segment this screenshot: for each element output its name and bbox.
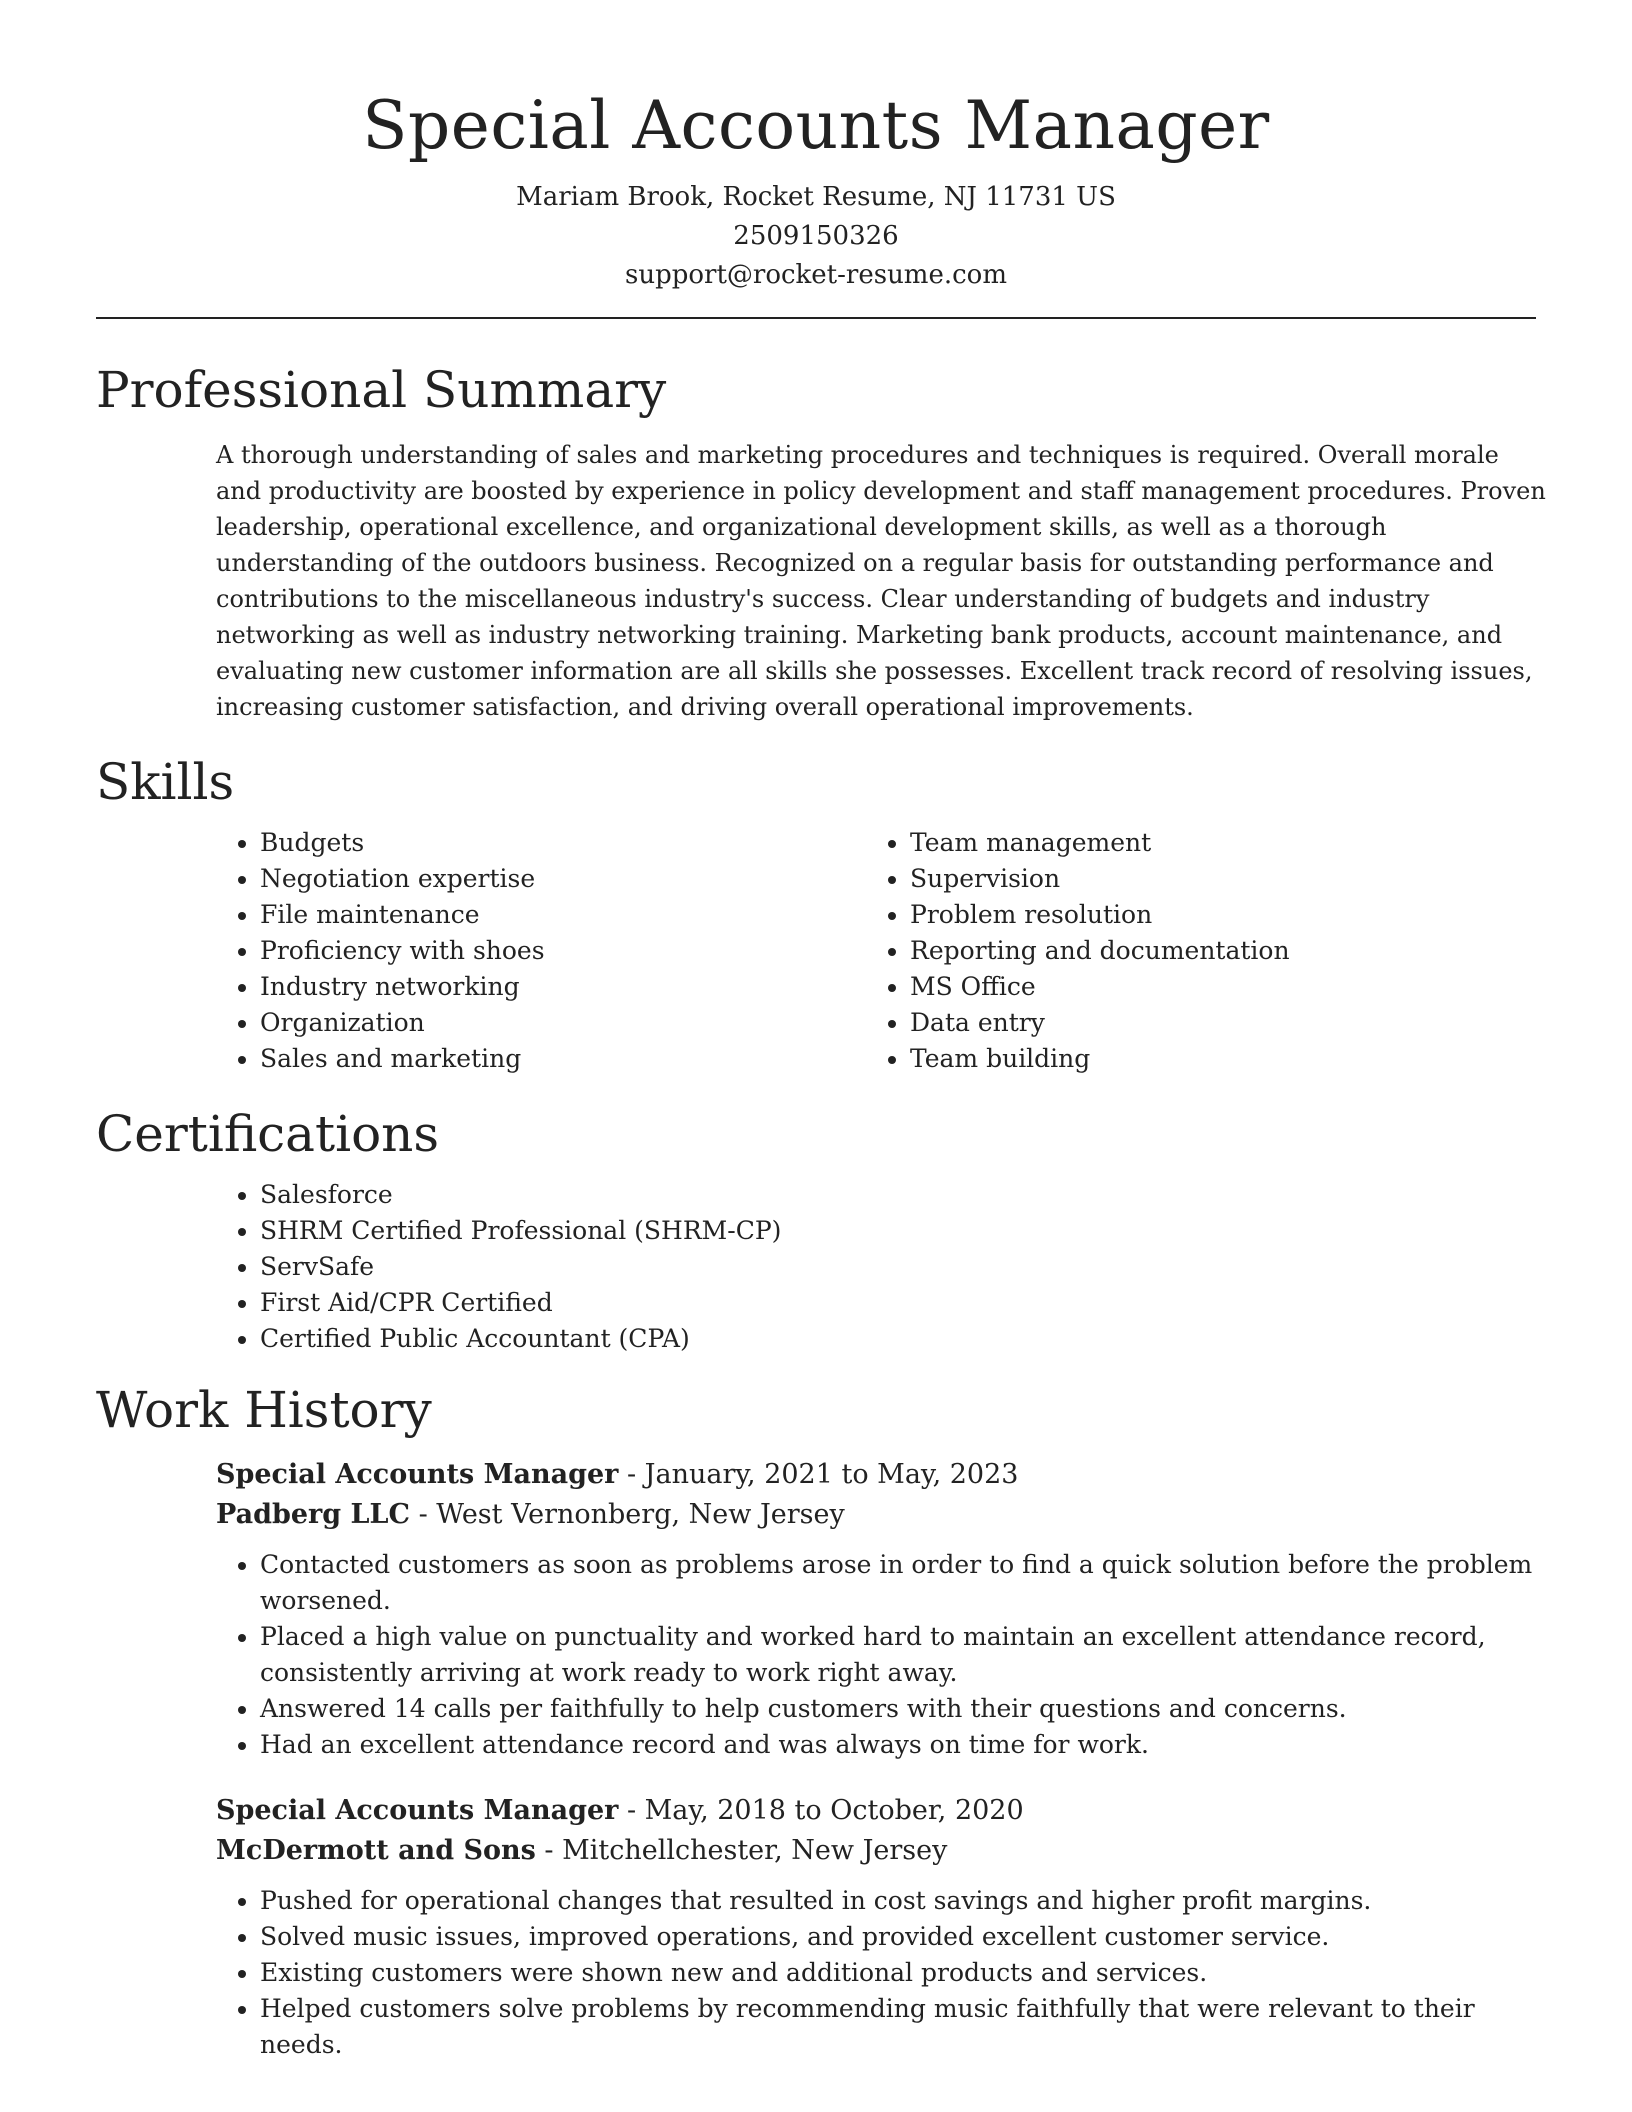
skill-item: • File maintenance (260, 897, 866, 933)
skills-column-left (216, 825, 866, 1077)
job-role-line (216, 1455, 1536, 1495)
skill-item: • Industry networking (260, 969, 866, 1005)
job-company: Padberg LLC (216, 1499, 410, 1530)
certifications-list-wrap (216, 1177, 1536, 1357)
summary-heading: Professional Summary (96, 361, 667, 419)
skill-item: • Data entry (910, 1005, 1516, 1041)
skill-item: • Organization (260, 1005, 866, 1041)
job-entry (216, 1455, 1536, 1763)
resume-header (96, 0, 1536, 295)
job-company-line (216, 1831, 1536, 1871)
skill-item: • Negotiation expertise (260, 861, 866, 897)
job-bullet: • Existing customers were shown new and additional products and services. (260, 1955, 1546, 1991)
skill-item: • Team management (910, 825, 1516, 861)
job-bullet: • Answered 14 calls per faithfully to help customers with their questions and concerns. (260, 1691, 1546, 1727)
certification-item: • SHRM Certified Professional (SHRM-CP) (260, 1213, 1536, 1249)
contact-email: support@rocket-resume.com (624, 260, 1007, 290)
job-company: McDermott and Sons (216, 1835, 536, 1866)
skills-list-left (216, 825, 866, 1077)
skills-grid (216, 825, 1536, 1077)
job-bullet: • Contacted customers as soon as problems arose in order to find a quick solution before the problem worsened. (260, 1547, 1546, 1619)
certifications-heading: Certifications (96, 1105, 440, 1163)
job-company-line (216, 1495, 1536, 1535)
job-dates: - January, 2021 to May, 2023 (618, 1459, 1019, 1490)
job-bullet: • Solved music issues, improved operations, and provided excellent customer service. (260, 1919, 1546, 1955)
skills-column-right (866, 825, 1516, 1077)
job-bullets-wrap (216, 1547, 1546, 1763)
resume-name: Special Accounts Manager (362, 87, 1270, 164)
job-location: - Mitchellchester, New Jersey (535, 1835, 948, 1866)
job-bullets-wrap (216, 1883, 1546, 2063)
job-role-line (216, 1791, 1536, 1831)
job-role: Special Accounts Manager (216, 1459, 619, 1490)
job-bullets (216, 1547, 1546, 1763)
job-bullet: • Helped customers solve problems by recommending music faithfully that were relevant to their needs. (260, 1991, 1546, 2063)
work-history-heading: Work History (96, 1381, 432, 1439)
skill-item: • Budgets (260, 825, 866, 861)
certification-item: • First Aid/CPR Certified (260, 1285, 1536, 1321)
job-bullet: • Placed a high value on punctuality and worked hard to maintain an excellent attendance record, consistently arriving at work ready to work right away. (260, 1619, 1546, 1691)
summary-text: A thorough understanding of sales and marketing procedures and techniques is required. Overall morale and productivity are boosted by experience in policy development and staff management procedures. Proven leadership, operational excellence, and organizational development skills, as well as a thorough understanding of the outdoors business. Recognized on a regular basis for outstanding performance and contributions to the miscellaneous industry's success. Clear understanding of budgets and industry networking as well as industry networking training. Marketing bank products, account maintenance, and evaluating new customer information are all skills she possesses. Excellent track record of resolving issues, increasing customer satisfaction, and driving overall operational improvements. (216, 441, 1546, 721)
header-divider (96, 317, 1536, 319)
contact-phone: 2509150326 (733, 221, 899, 251)
job-dates: - May, 2018 to October, 2020 (618, 1795, 1024, 1826)
skill-item: • Reporting and documentation (910, 933, 1516, 969)
skill-item: • Sales and marketing (260, 1041, 866, 1077)
skill-item: • Team building (910, 1041, 1516, 1077)
job-bullets (216, 1883, 1546, 2063)
job-bullet: • Had an excellent attendance record and was always on time for work. (260, 1727, 1546, 1763)
skills-list-right (866, 825, 1516, 1077)
job-entry (216, 1791, 1536, 2063)
contact-block (96, 178, 1536, 295)
certification-item: • ServSafe (260, 1249, 1536, 1285)
job-bullet: • Pushed for operational changes that resulted in cost savings and higher profit margins. (260, 1883, 1546, 1919)
skill-item: • Supervision (910, 861, 1516, 897)
contact-address: Mariam Brook, Rocket Resume, NJ 11731 US (516, 182, 1116, 212)
skill-item: • Problem resolution (910, 897, 1516, 933)
skills-heading: Skills (96, 753, 235, 811)
certification-item: • Certified Public Accountant (CPA) (260, 1321, 1536, 1357)
certification-item: • Salesforce (260, 1177, 1536, 1213)
job-location: - West Vernonberg, New Jersey (409, 1499, 845, 1530)
skill-item: • Proficiency with shoes (260, 933, 866, 969)
skill-item: • MS Office (910, 969, 1516, 1005)
certifications-list (216, 1177, 1536, 1357)
resume-page (96, 0, 1546, 2063)
job-role: Special Accounts Manager (216, 1795, 619, 1826)
